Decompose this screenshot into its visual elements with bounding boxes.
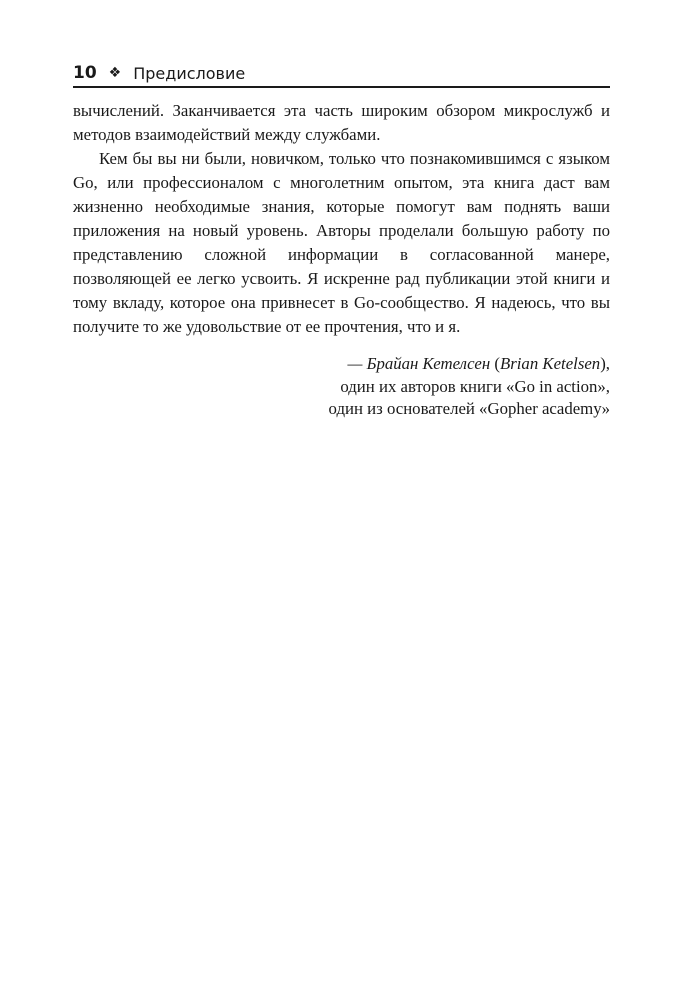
open-paren: ( — [490, 354, 500, 373]
paragraph-continuation: вычислений. Заканчивается эта часть широким обзором микрослужб и методов взаимодействий между службами. — [73, 101, 610, 144]
signature-affiliation-line: один из основателей «Gopher academy» — [328, 399, 610, 418]
page-body — [73, 99, 610, 421]
running-header — [73, 60, 610, 88]
paragraph-main: Кем бы вы ни были, новичком, только что познакомившимся с языком Go, или профессионалом с многолетним опытом, эта книга даст вам жизненно необходимые знания, которые помогут вам поднять ваши приложения на новый уровень. Авторы проделали большую работу по представлению сложной информации в согласованной манере, позволяющей ее легко усвоить. Я искренне рад публикации этой книги и тому вкладу, которое она привнесет в Go-сообщество. Я надеюсь, что вы получите то же удовольствие от ее прочтения, что и я. — [73, 149, 610, 336]
signature-role-line: один их авторов книги «Go in action», — [340, 376, 610, 396]
signature-block — [73, 353, 610, 421]
author-name-en: Brian Ketelsen — [499, 354, 601, 373]
ornament-icon: ❖ — [108, 65, 122, 81]
page-number: 10 — [73, 63, 97, 83]
close-paren: ), — [600, 354, 610, 373]
signature-dash: — — [347, 354, 367, 373]
signature-author-line — [73, 353, 610, 376]
running-title: Предисловие — [133, 63, 246, 83]
author-name-ru: Брайан Кетелсен — [366, 354, 491, 373]
